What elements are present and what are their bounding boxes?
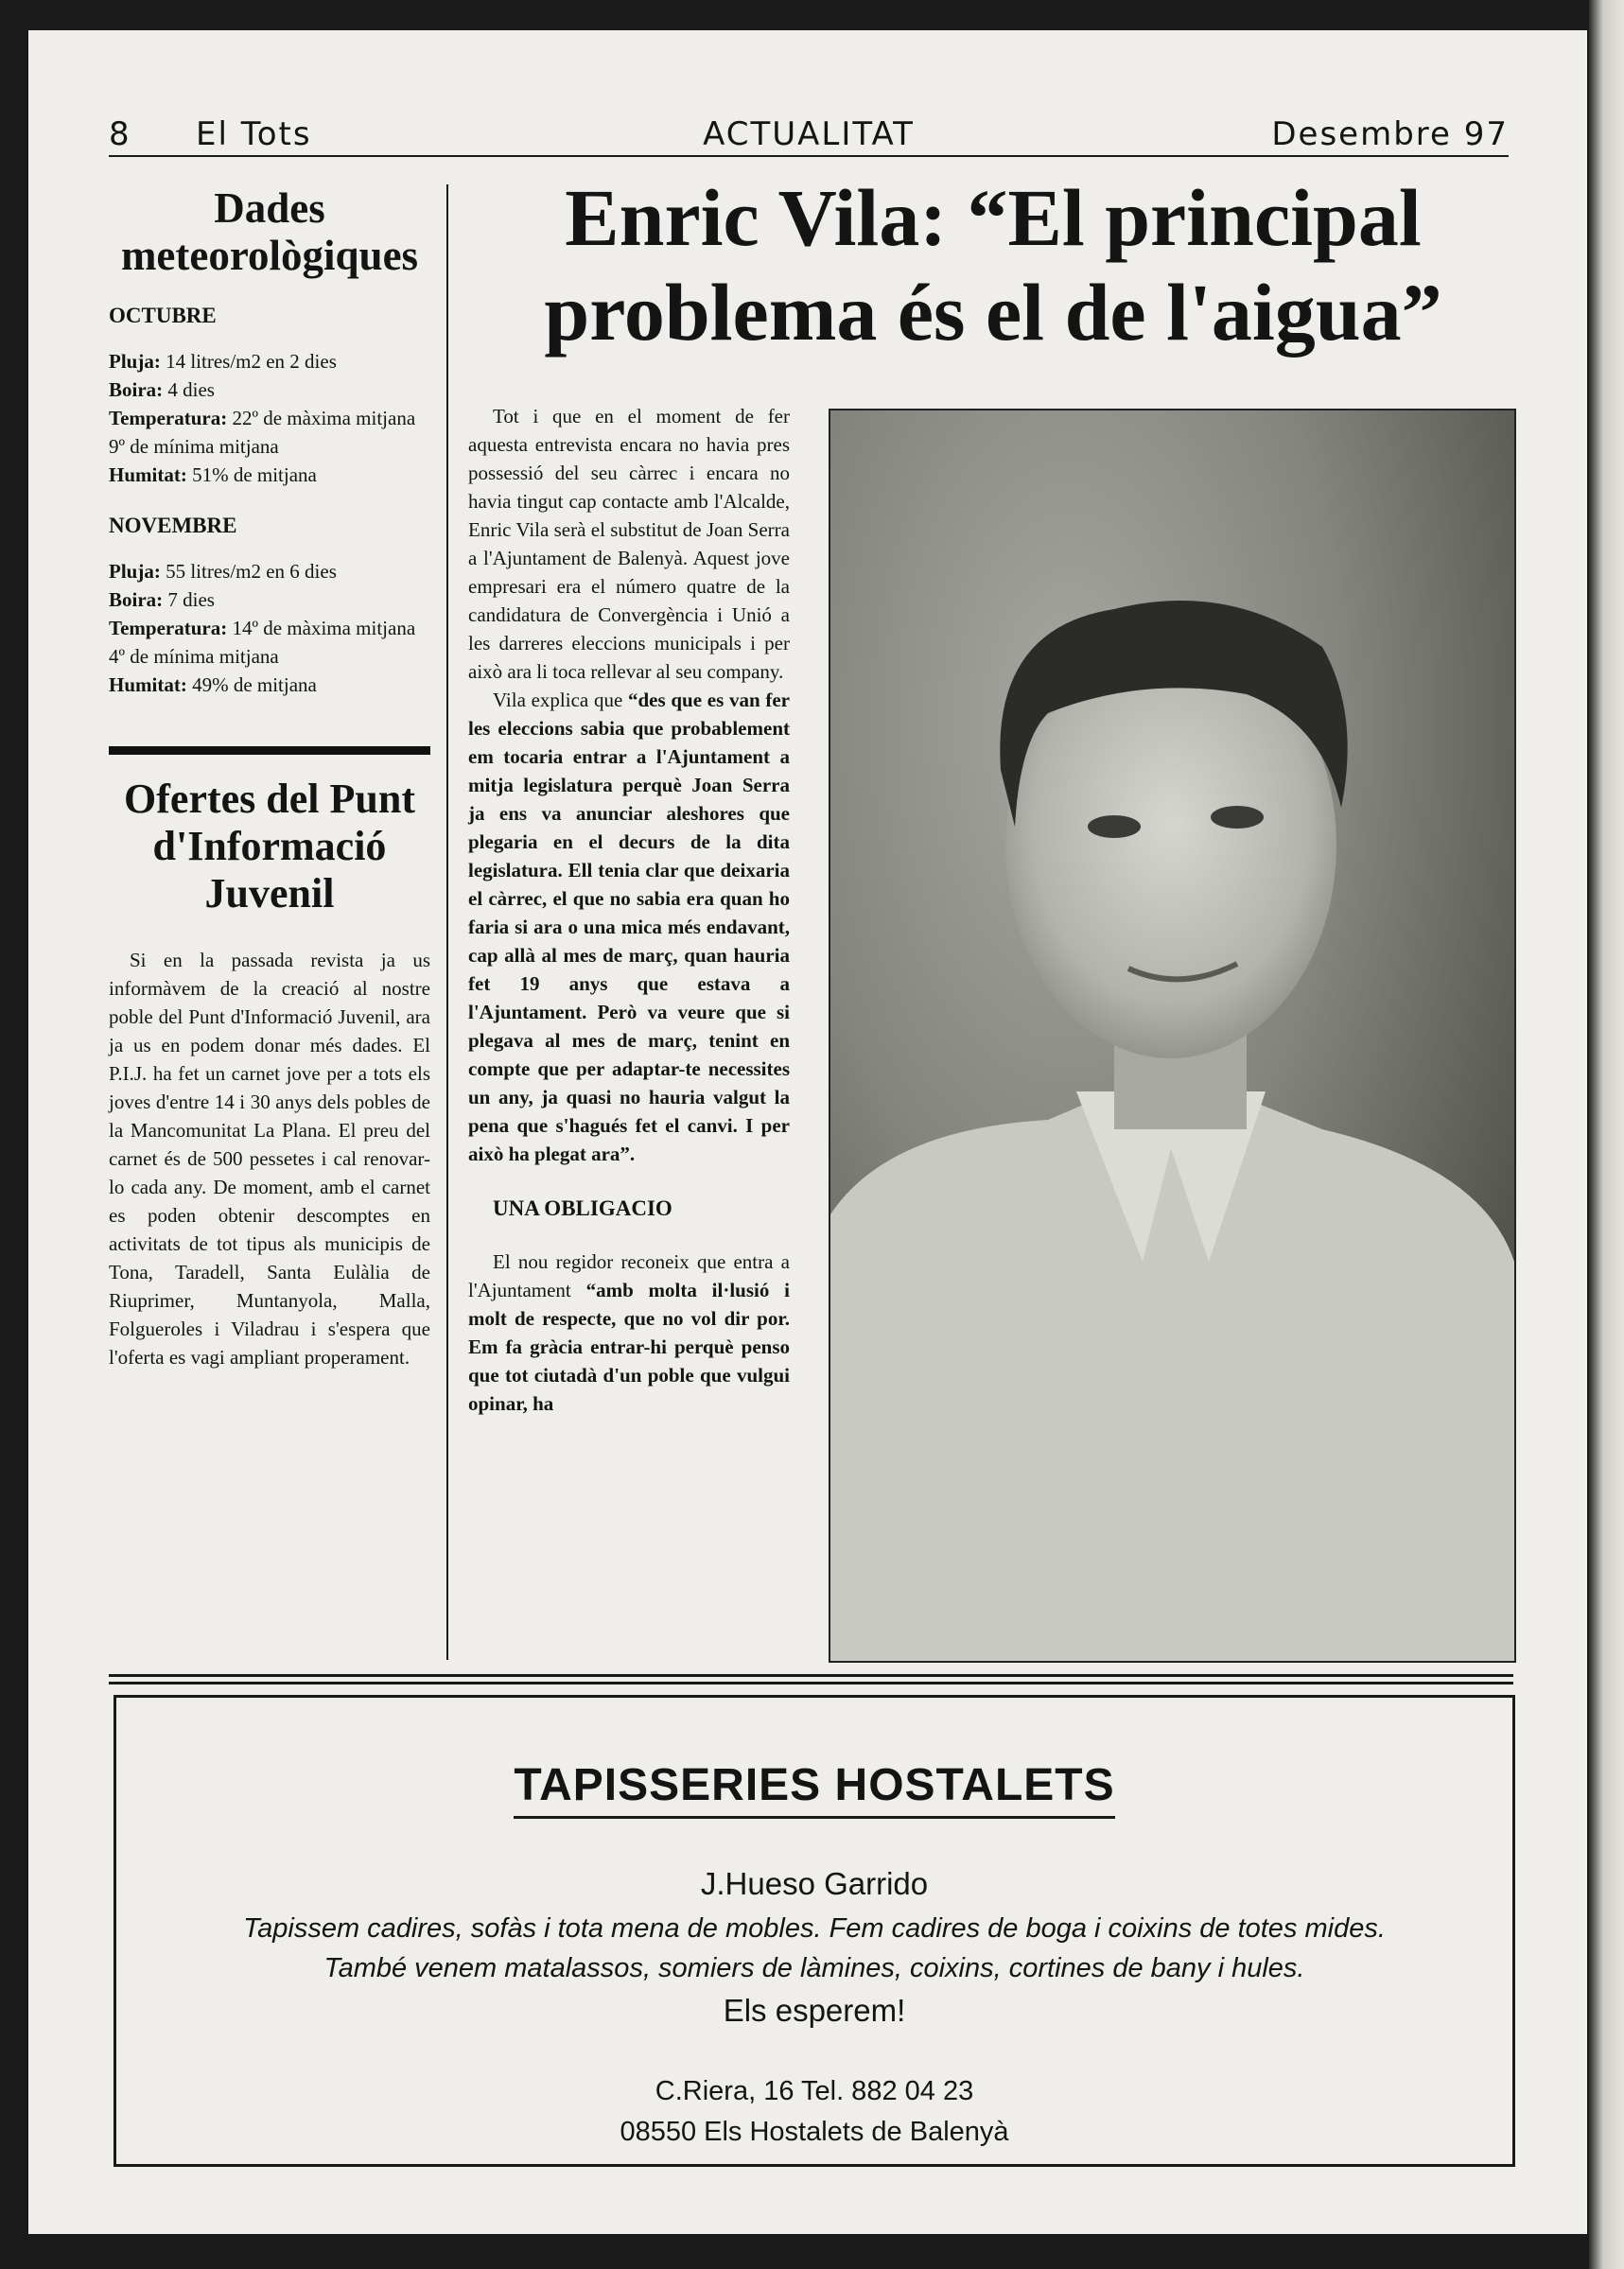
sidebar bbox=[109, 184, 430, 1371]
ad-owner: J.Hueso Garrido bbox=[700, 1866, 929, 1901]
youth-body: Si en la passada revista ja us informàvem de la creació al nostre poble del Punt d'Informació Juvenil, ara ja us en podem donar més dades. El P.I.J. ha fet un carnet jove per a tots els joves d'entre 14 i 30 anys dels pobles de la Mancomunitat La Plana. El preu del carnet és de 500 pessetes i cal renovar-lo cada any. De moment, amb el carnet es poden obtenir descomptes en activitats de tot tipus als municipis de Tona, Taradell, Santa Eulàlia de Riuprimer, Muntanyola, Malla, Folgueroles i Viladrau i s'espera que l'oferta es vagi ampliant properament. bbox=[109, 949, 430, 1369]
ad-city: 08550 Els Hostalets de Balenyà bbox=[620, 2117, 1009, 2147]
october-rain: Pluja: 14 litres/m2 en 2 dies bbox=[109, 350, 337, 373]
youth-title: Ofertes del Punt d'Informació Juvenil bbox=[124, 776, 415, 916]
november-rain: Pluja: 55 litres/m2 en 6 dies bbox=[109, 560, 337, 583]
weather-title: Dades meteorològiques bbox=[120, 184, 419, 279]
page-header bbox=[109, 113, 1509, 157]
issue-date: Desembre 97 bbox=[1271, 115, 1509, 153]
ad-services: Tapissem cadires, sofàs i tota mena de mobles. Fem cadires de boga i coixins de totes mides. bbox=[243, 1913, 1386, 1944]
portrait-illustration bbox=[830, 410, 1514, 1661]
section-divider bbox=[109, 746, 430, 755]
ad-address: C.Riera, 16 Tel. 882 04 23 bbox=[655, 2076, 974, 2106]
october-temp-min: 9º de mínima mitjana bbox=[109, 435, 279, 458]
advertisement bbox=[114, 1695, 1515, 2167]
article-paragraph: Tot i que en el moment de fer aquesta entrevista encara no havia pres possessió del seu càrrec i encara no havia tingut cap contacte amb l'Alcalde, Enric Vila serà el substitut de Joan Serra a l'Ajuntament de Balenyà. Aquest jove empresari era el número quatre de la candidatura de Convergència i Unió a les darreres eleccions municipals i per això ara li toca rellevar al seu company. bbox=[468, 405, 790, 683]
article-subheading: UNA OBLIGACIO bbox=[493, 1196, 672, 1220]
october-fog: Boira: 4 dies bbox=[109, 378, 215, 401]
column-divider bbox=[446, 184, 448, 1660]
article-headline: Enric Vila: “El principal problema és el de l'aigua” bbox=[544, 172, 1442, 358]
october-data bbox=[109, 347, 430, 489]
november-heading: NOVEMBRE bbox=[109, 514, 237, 537]
ad-top-rule bbox=[109, 1682, 1513, 1684]
page-number: 8 bbox=[109, 115, 131, 153]
november-temp: Temperatura: 14º de màxima mitjana bbox=[109, 617, 416, 639]
article-paragraph: El nou regidor reconeix que entra a l'Ajuntament “amb molta il·lusió i molt de respecte, que no vol dir por. Em fa gràcia entrar-hi perquè penso que tot ciutadà d'un poble que vulgui opinar, ha bbox=[468, 1250, 791, 1415]
october-heading: OCTUBRE bbox=[109, 304, 217, 327]
article-body bbox=[468, 402, 790, 1418]
ad-top-rule bbox=[109, 1674, 1513, 1677]
november-temp-min: 4º de mínima mitjana bbox=[109, 645, 279, 668]
ad-products: També venem matalassos, somiers de làmines, coixins, cortines de bany i hules. bbox=[323, 1953, 1305, 1983]
page-edge bbox=[1589, 0, 1624, 2269]
article-paragraph: Vila explica que “des que es van fer les eleccions sabia que probablement em tocaria entrar a l'Ajuntament a mitja legislatura perquè Joan Serra ja ens va anunciar aleshores que plegaria en el decurs de la dita legislatura. Ell tenia clar que deixaria el càrrec, el que no sabia era quan ho faria si ara o una mica més endavant, cap allà al mes de març, quan hauria fet 19 anys que estava a l'Ajuntament. Però va veure que si plegava al mes de març, tenint en compte que per adaptar-te necessites un any, ja quasi no hauria valgut la pena que s'hagués fet el canvi. I per això ha plegat ara”. bbox=[468, 689, 790, 1165]
section-title: ACTUALITAT bbox=[703, 115, 915, 153]
portrait-photo bbox=[829, 409, 1516, 1663]
november-data bbox=[109, 557, 430, 699]
november-fog: Boira: 7 dies bbox=[109, 588, 215, 611]
october-temp: Temperatura: 22º de màxima mitjana bbox=[109, 407, 416, 429]
magazine-name: El Tots bbox=[196, 115, 312, 153]
november-humidity: Humitat: 49% de mitjana bbox=[109, 673, 317, 696]
ad-greeting: Els esperem! bbox=[723, 1993, 906, 2028]
ad-title: TAPISSERIES HOSTALETS bbox=[116, 1759, 1512, 1811]
october-humidity: Humitat: 51% de mitjana bbox=[109, 463, 317, 486]
